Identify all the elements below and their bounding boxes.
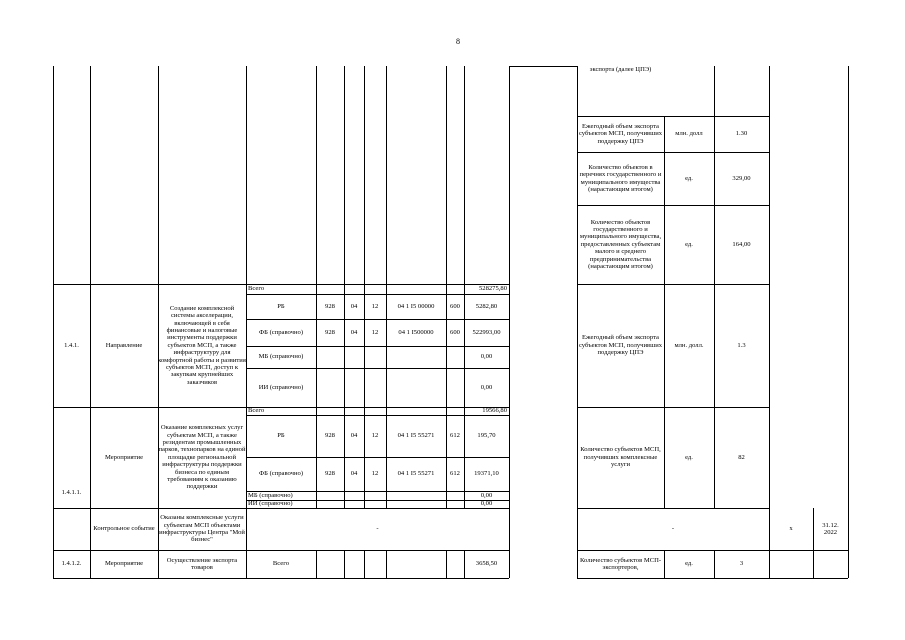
indicator-unit: ед. xyxy=(685,560,693,568)
program-table xyxy=(53,66,848,578)
finance-dash: - xyxy=(376,525,379,533)
row-type: Направление xyxy=(105,341,143,349)
sum-value: 0,00 xyxy=(480,500,493,508)
indicator-dash: - xyxy=(671,525,675,533)
pr-code: 12 xyxy=(371,302,379,310)
rz-code: 04 xyxy=(350,470,358,478)
source-label: ФБ (справочно) xyxy=(258,470,304,478)
grbs-code: 928 xyxy=(325,470,335,478)
indicator-unit: млн. долл. xyxy=(674,341,704,349)
grid-line xyxy=(509,66,577,67)
row-number: 1.4.1.1. xyxy=(61,488,82,496)
grbs-code: 928 xyxy=(325,302,335,310)
indicator-value: 329,00 xyxy=(732,174,751,182)
source-label: МБ (справочно) xyxy=(248,491,293,499)
sum-value: 0,00 xyxy=(480,383,493,391)
indicator-name: Количество объектов государственного и муниципального имущества, предоставленных субъектам малого и среднего предпринимательства (нарастающим итогом) xyxy=(579,218,662,270)
grid-line xyxy=(316,550,317,578)
row-number: 1.4.1. xyxy=(64,341,79,349)
source-label: МБ (справочно) xyxy=(258,353,304,361)
sum-value: 528275,80 xyxy=(478,285,507,293)
source-label: ИИ (справочно) xyxy=(258,383,304,391)
grbs-code: 928 xyxy=(325,328,335,336)
grbs-code: 928 xyxy=(325,432,335,440)
sum-value: 522993,00 xyxy=(472,328,501,336)
grid-line xyxy=(848,66,849,578)
rz-code: 04 xyxy=(350,328,358,336)
indicator-value: 1.3 xyxy=(737,341,746,349)
pr-code: 12 xyxy=(371,470,379,478)
indicator-name: Количество объектов в перечнях государственного и муниципального имущества (нарастающим итогом) xyxy=(579,163,662,193)
csr-code: 04 1 I500000 xyxy=(398,328,434,336)
indicator-name: Ежегодный объем экспорта субъектов МСП, получивших поддержку ЦПЭ xyxy=(578,334,663,357)
indicator-value: 82 xyxy=(738,453,745,461)
source-label: РБ xyxy=(277,432,285,440)
sum-value: 0,00 xyxy=(480,353,493,361)
grid-line xyxy=(446,550,447,578)
source-label: РБ xyxy=(277,302,285,310)
grid-line xyxy=(364,550,365,578)
indicator-name: Количество субъектов МСП, получивших комплексные услуги xyxy=(580,446,661,469)
source-label: Всего xyxy=(248,285,265,293)
deadline-date: 31.12. 2022 xyxy=(822,521,839,536)
vr-code: 600 xyxy=(450,302,460,310)
sum-value: 19371,10 xyxy=(474,470,499,478)
sum-value: 19566,80 xyxy=(482,407,507,415)
grid-line xyxy=(577,578,848,579)
indicator-value: 164,00 xyxy=(732,240,751,248)
sum-value: 195,70 xyxy=(477,432,496,440)
source-label: Всего xyxy=(272,560,290,568)
mark-x: х xyxy=(789,525,793,533)
grid-line xyxy=(386,550,387,578)
row-name: Оказаны комплексные услуги субъектам МСП объектами инфраструктуры Центра "Мой бизнес" xyxy=(159,514,245,544)
source-label: ИИ (справочно) xyxy=(248,500,293,508)
indicator-name: Ежегодный объем экспорта субъектов МСП, получивших поддержку ЦПЭ xyxy=(578,122,663,145)
row-name: Оказание комплексных услуг субъектам МСП, а также резидентам промышленных парков, технопарков на единой площадке региональной инфраструктуры поддержки бизнеса по единым требованиям к оказанию поддержки xyxy=(158,424,246,491)
indicator-unit: ед. xyxy=(685,453,693,461)
grid-line xyxy=(769,66,770,578)
row-type: Контрольное событие xyxy=(93,525,155,533)
indicator-unit: ед. xyxy=(685,174,693,182)
csr-code: 04 1 I5 55271 xyxy=(397,470,435,478)
indicator-unit: млн. долл xyxy=(675,130,703,138)
row-type: Мероприятие xyxy=(104,453,144,461)
pr-code: 12 xyxy=(371,328,379,336)
row-number: 1.4.1.2. xyxy=(61,560,82,568)
rz-code: 04 xyxy=(350,432,358,440)
sum-value: 5282,80 xyxy=(475,302,498,310)
row-name: Осуществление экспорта товаров xyxy=(166,556,238,571)
csr-code: 04 1 I5 55271 xyxy=(397,432,435,440)
source-label: Всего xyxy=(248,407,265,415)
sum-value: 3658,50 xyxy=(475,560,498,568)
vr-code: 612 xyxy=(450,432,460,440)
indicator-value: 1.30 xyxy=(735,130,748,138)
vr-code: 612 xyxy=(450,470,460,478)
indicator-value: 3 xyxy=(739,560,744,568)
indicator-unit: ед. xyxy=(685,240,693,248)
csr-code: 04 1 I5 00000 xyxy=(397,302,435,310)
grid-line xyxy=(344,550,345,578)
grid-line xyxy=(53,578,509,579)
rz-code: 04 xyxy=(350,302,358,310)
sum-value: 0,00 xyxy=(480,491,493,499)
source-label: ФБ (справочно) xyxy=(258,328,304,336)
indicator-name: экспорта (далее ЦПЭ) xyxy=(589,66,652,73)
indicator-name: Количество субъектов МСП-экспортеров, xyxy=(579,556,662,571)
page-number: 8 xyxy=(456,37,460,46)
vr-code: 600 xyxy=(450,328,460,336)
grid-line xyxy=(509,66,510,578)
row-type: Мероприятие xyxy=(104,560,144,568)
row-name: Создание комплексной системы акселерации, включающей в себя финансовые и налоговые инструменты поддержки субъектов МСП, а также инфраструктуру для комфортной работы и развития субъектов МСП, доступ к закупкам крупнейших заказчиков xyxy=(158,304,246,386)
pr-code: 12 xyxy=(371,432,379,440)
